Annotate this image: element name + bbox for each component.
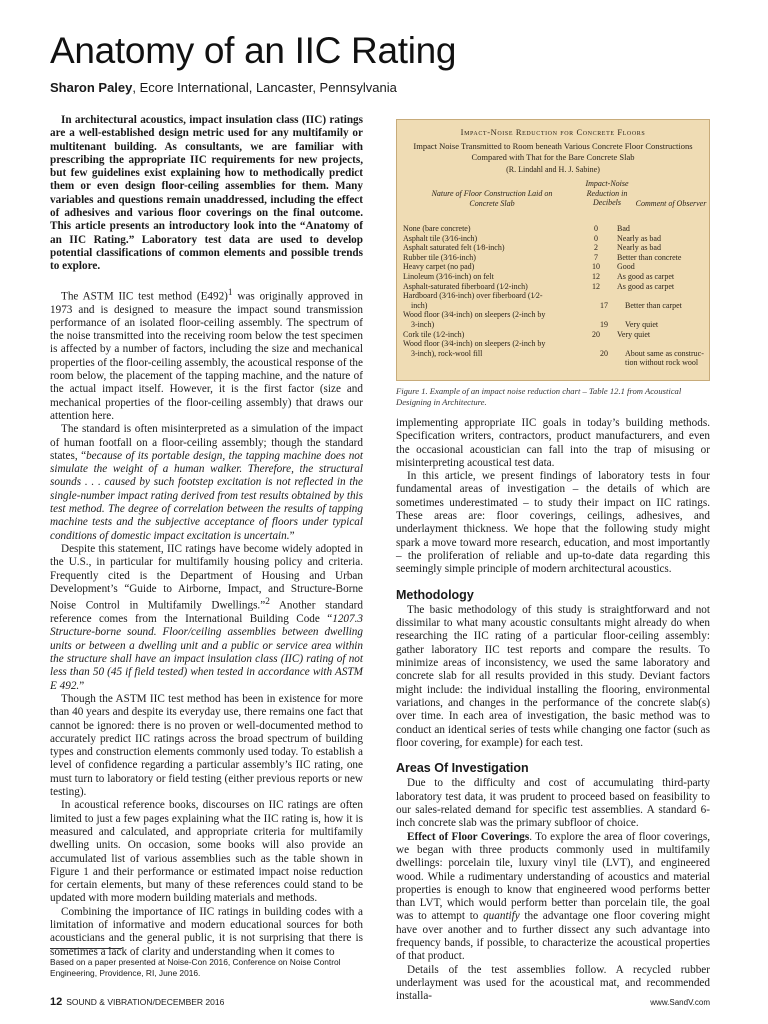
paragraph: Combining the importance of IIC ratings in building codes with a limitation of informative and modern educational sources for both acousticians and the general public, it is not surprising that there is sometimes a lack of clarity and understanding when it comes to xyxy=(50,905,363,958)
paragraph: In acoustical reference books, discourses on IIC ratings are often limited to just a few pages explaining what the IIC rating is, how it is measured and calculated, and appropriate criteria for multifamily dwelling units. On occasion, some books will also provide an accumulated list of various assemblies such as the table shown in Figure 1 and their performance or estimated impact noise reduction for certain elements, but many of these references could stand to be updated with more modern building materials and methods. xyxy=(50,799,363,905)
table-cell-comment: Very quiet xyxy=(625,319,659,329)
table-row xyxy=(403,330,707,340)
table-cell-construction: Heavy carpet (no pad) xyxy=(403,262,475,272)
table-cell-reduction-db: 12 xyxy=(592,281,600,291)
table-cell-construction: Wood floor (3⁄4-inch) on sleepers (2-inch by xyxy=(403,339,546,349)
table-cell-comment: Bad xyxy=(617,224,630,233)
paragraph: implementing appropriate IIC goals in today’s building methods. Specification writers, contractors, product manufacturers, and even the occasional acoustician can fall into the trap of misusing or misinterpreting acoustical test data. xyxy=(396,417,710,469)
table-cell-construction: None (bare concrete) xyxy=(403,224,471,233)
website-url: www.SandV.com xyxy=(650,998,710,1007)
author-line xyxy=(50,80,397,95)
table-cell-comment: Better than carpet xyxy=(625,300,682,310)
table-cell-comment: Better than concrete xyxy=(617,252,682,262)
paragraph: In this article, we present findings of laboratory tests in four fundamental areas of investigation – the details of which are sometimes underestimated – to study their impact on IIC ratings. These areas are: floor coverings, ceilings, adhesives, and underlayment thickness. We hope that the following study might spark a move toward more research, education, and most importantly – the proliferation of reliable and up-to-date data regarding this seemingly simple principle of modern architectural acoustics. xyxy=(396,470,710,576)
table-cell-construction-cont: 3-inch) xyxy=(411,319,435,329)
article-title: Anatomy of an IIC Rating xyxy=(50,30,457,71)
table-cell-comment: Very quiet xyxy=(617,329,651,339)
page-number: 12 xyxy=(50,996,63,1008)
table-row xyxy=(403,282,707,292)
table-cell-reduction-db: 20 xyxy=(592,329,600,339)
publication-info: SOUND & VIBRATION/DECEMBER 2016 xyxy=(66,997,225,1007)
table-cell-comment: As good as carpet xyxy=(617,271,675,281)
footnote: Based on a paper presented at Noise-Con 2016, Conference on Noise Control Engineering, Providence, RI, June 2016. xyxy=(50,957,341,978)
figure-table-credit: (R. Lindahl and H. J. Sabine) xyxy=(506,165,600,174)
table-cell-reduction-db: 10 xyxy=(592,262,600,272)
quotation: because of its portable design, the tapping machine does not simulate the weight of a human walker. Therefore, the structural sounds . . . caused by such footstep excitation is not reflected in the single-number impact rating derived from test results obtained by this test method. The degree of correlation between the results of tapping machine tests and the subjective acceptance of floors under typical conditions of domestic impact excitation is uncertain. xyxy=(50,449,363,542)
paragraph: Though the ASTM IIC test method has been in existence for more than 40 years and despite its everyday use, there remains one fact that cannot be ignored: there is no proven or well-documented method to accurately predict IIC ratings across the broad spectrum of building types and construction elements commonly used today. To establish a level of confidence regarding a particular assembly’s IIC rating, one must turn to laboratory or field testing (either previous reports or new testing). xyxy=(50,692,363,799)
paragraph: The standard is often misinterpreted as a simulation of the impact of human footfall on a floor-ceiling assembly; though the standard states, “because of its portable design, the tapping machine does not simulate the weight of a human walker. Therefore, the structural sounds . . . caused by such footstep excitation is not reflected in the single-number impact rating derived from test results obtained by this test method. The degree of correlation between the results of tapping machine tests and the subjective acceptance of floors under typical conditions of domestic impact excitation is uncertain.” xyxy=(50,423,363,542)
table-cell-reduction-db: 20 xyxy=(600,348,608,358)
table-cell-reduction-db: 0 xyxy=(594,224,598,233)
table-cell-construction: Asphalt-saturated fiberboard (1⁄2-inch) xyxy=(403,281,528,291)
abstract: In architectural acoustics, impact insulation class (IIC) ratings are a well-established design metric used for any multifamily or multitenant building. As consultants, we are familiar with prescribing the appropriate IIC requirements for new projects, but few guidelines exist explaining how to methodically predict them or even design floor-ceiling assemblies for them. Many variables and questions remain unaddressed, including the effect of adhesives and various floor coverings on the final outcome. This article presents an introductory look into the “Anatomy of an IIC Rating.” Laboratory test data are used to develop potential classifications of common elements and possible trends to explore. xyxy=(50,114,363,273)
table-row xyxy=(403,224,707,234)
paragraph: Effect of Floor Coverings. To explore the area of floor coverings, we began with three products commonly used in multifamily dwellings: porcelain tile, luxury vinyl tile (LVT), and engineered wood. While a rudimentary understanding of acoustics and material properties is enough to know that engineered wood performs better than LVT, which would perform better than porcelain tile, the goal was to attempt to quantify the advantage one floor covering might have over another and to further dissect any such advantage into frequency bands, if possible, to characterize the acoustical properties of that product. xyxy=(396,830,710,963)
table-cell-reduction-db: 19 xyxy=(600,319,608,329)
figure-1-table-image xyxy=(396,119,710,381)
table-header-construction: Nature of Floor Construction Laid on Concrete Slab xyxy=(431,189,553,208)
table-cell-construction: Cork tile (1⁄2-inch) xyxy=(403,329,465,339)
table-cell-construction-cont: 3-inch), rock-wool fill xyxy=(411,348,483,358)
table-cell-reduction-db: 0 xyxy=(594,233,598,243)
table-row xyxy=(403,253,707,263)
table-row xyxy=(403,243,707,253)
quotation: 1207.3 Structure-borne sound. Floor/ceiling assemblies between dwelling units or between a dwelling unit and a public or service area within the structure shall have an impact insulation class (IIC) rating of not less than 50 (45 if field tested) when tested in accordance with ASTM E 492. xyxy=(50,613,363,692)
author-name: Sharon Paley xyxy=(50,80,133,95)
table-body xyxy=(403,224,707,368)
table-cell-construction: Hardboard (3⁄16-inch) over fiberboard (1⁄2- xyxy=(403,291,543,301)
table-header-comment: Comment of Observer xyxy=(635,199,707,208)
table-row xyxy=(403,272,707,282)
paragraph: The ASTM IIC test method $(E492)^1$ was originally approved in 1973 and is designed to measure the impact sound transmission performance of an isolated floor-ceiling assembly. The spectrum of the noise transmitted into the receiving room below the test specimen is affected by a number of factors, including the size and mechanical properties of the floor-ceiling assembly, the acoustical response of the room below, the placement of the tapping machine, and the nature of the actual impact itself. However, it is the first factor (size and mechanical properties of the floor-ceiling assembly) that draws our attention here. xyxy=(50,287,363,422)
paragraph: Despite this statement, IIC ratings have become widely adopted in the U.S., in particular for multifamily housing policy and criteria. Frequently cited is the Department of Housing and Urban Development’s “Guide to Airborne, Impact, and Structure-Borne Noise Control in Multifamily Dwellings.”$^2$ Another standard reference comes from the International Building Code “1207.3 Structure-borne sound. Floor/ceiling assemblies between dwelling units or between a dwelling unit and a public or service area within the structure shall have an impact insulation class (IIC) rating of not less than 50 (45 if field tested) when tested in accordance with ASTM E 492.” xyxy=(50,542,363,692)
table-cell-comment-cont: tion without rock wool xyxy=(625,358,699,368)
table-cell-construction: Linoleum (3⁄16-inch) on felt xyxy=(403,271,494,281)
table-row xyxy=(403,234,707,244)
table-cell-construction: Asphalt tile (3⁄16-inch) xyxy=(403,233,478,243)
table-row xyxy=(403,339,707,368)
table-header-reduction: Impact-Noise Reduction in Decibels xyxy=(585,179,629,207)
table-cell-reduction-db: 2 xyxy=(594,243,598,253)
section-heading-methodology: Methodology xyxy=(396,587,474,602)
figure-table-title: Impact-Noise Reduction for Concrete Floors xyxy=(460,127,646,137)
paragraph: Details of the test assemblies follow. A recycled rubber underlayment was used for the acoustical mat, and recommended installa- xyxy=(396,963,710,1003)
paragraph: The basic methodology of this study is straightforward and not dissimilar to what many acoustic consultants might already do when researching the IIC rating of a particular floor-ceiling assembly: gather laboratory IIC test reports and compare the results. To minimize areas of inconsistency, we used the same laboratory and concrete slab for all results provided in this study. Deviant factors might include: the individual installing the flooring, environmental variations, and changes in the performance of the concrete slab(s) over time. In each area of investigation, the basic method was to conduct an identical series of tests while changing one factor (such as floor covering, for example) for each test. xyxy=(396,603,710,749)
page-footer-left xyxy=(50,996,224,1008)
table-cell-construction: Rubber tile (3⁄16-inch) xyxy=(403,252,476,262)
table-cell-comment: Nearly as bad xyxy=(617,243,661,253)
author-affiliation: , Ecore International, Lancaster, Pennsylvania xyxy=(132,80,397,95)
table-cell-construction-cont: inch) xyxy=(411,300,428,310)
table-cell-construction: Wood floor (3⁄4-inch) on sleepers (2-inch by xyxy=(403,310,546,320)
table-row xyxy=(403,291,707,310)
citation-ref: 1 xyxy=(227,287,233,298)
table-cell-comment: About same as construc- xyxy=(625,348,704,358)
left-column xyxy=(50,114,363,959)
table-cell-reduction-db: 7 xyxy=(594,252,598,262)
footnote-divider xyxy=(50,948,122,949)
citation-ref: 2 xyxy=(265,597,270,608)
emphasis: quantify xyxy=(483,910,520,923)
table-row xyxy=(403,310,707,329)
section-heading-areas: Areas Of Investigation xyxy=(396,761,529,776)
run-in-heading: Effect of Floor Coverings xyxy=(407,830,530,843)
figure-table-subtitle: Impact Noise Transmitted to Room beneath Various Concrete Floor Constructions Compared with That for the Bare Concrete Slab xyxy=(413,141,693,162)
paragraph: Due to the difficulty and cost of accumulating third-party laboratory test data, it was prudent to proceed based on feasibility to our sales-related demand for specific test assemblies. A standard 6-inch concrete slab was the primary subfloor of choice. xyxy=(396,777,710,830)
table-cell-reduction-db: 12 xyxy=(592,271,600,281)
table-row xyxy=(403,262,707,272)
table-cell-construction: Asphalt saturated felt (1⁄8-inch) xyxy=(403,243,505,253)
table-cell-comment: Good xyxy=(617,262,635,272)
table-cell-reduction-db: 17 xyxy=(600,300,608,310)
figure-caption: Figure 1. Example of an impact noise reduction chart – Table 12.1 from Acoustical Designing in Architecture. xyxy=(396,386,682,407)
right-column xyxy=(396,417,710,1003)
table-cell-comment: As good as carpet xyxy=(617,281,675,291)
table-cell-comment: Nearly as bad xyxy=(617,233,661,243)
